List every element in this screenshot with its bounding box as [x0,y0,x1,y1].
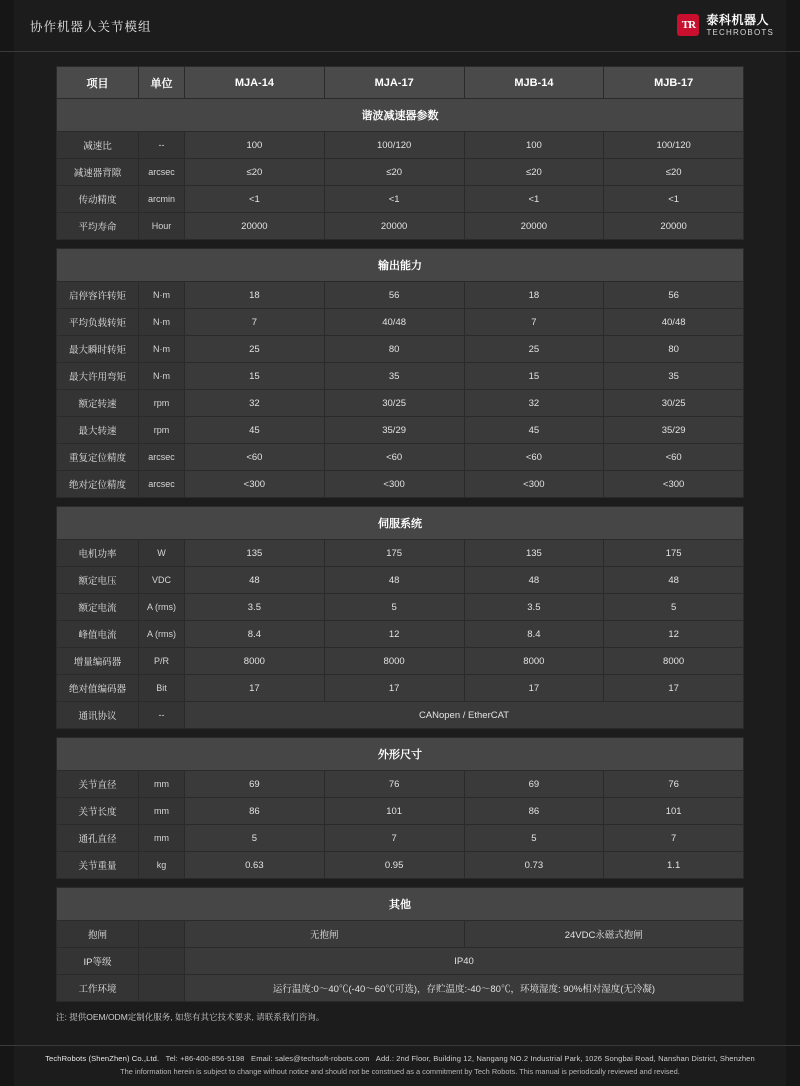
row-value: 0.95 [324,852,464,879]
row-label: 电机功率 [57,540,139,567]
row-value: 175 [604,540,744,567]
row-label: 峰值电流 [57,621,139,648]
row-unit: A (rms) [139,594,185,621]
row-label: 最大瞬时转矩 [57,336,139,363]
left-edge-rail [0,0,14,1086]
row-value: 7 [324,825,464,852]
row-unit: rpm [139,417,185,444]
row-value: 20000 [324,213,464,240]
row-value: <60 [604,444,744,471]
row-value: ≤20 [324,159,464,186]
row-value: <1 [324,186,464,213]
row-label: 通讯协议 [57,702,139,729]
row-value: 48 [324,567,464,594]
footer-email[interactable]: Email: sales@techsoft-robots.com [251,1054,370,1063]
row-value: 175 [324,540,464,567]
row-label: 关节重量 [57,852,139,879]
table-row [57,159,744,186]
row-unit: Hour [139,213,185,240]
table-row [57,471,744,498]
row-unit: arcmin [139,186,185,213]
table-header-row [57,67,744,99]
row-value: 5 [324,594,464,621]
row-value: 17 [464,675,604,702]
row-label: 启停容许转矩 [57,282,139,309]
row-value: 18 [185,282,325,309]
row-value: 100/120 [604,132,744,159]
row-value: 80 [604,336,744,363]
row-label: 平均负载转矩 [57,309,139,336]
row-label: 重复定位精度 [57,444,139,471]
row-value: 30/25 [324,390,464,417]
row-pair-value: 24VDC永磁式抱闸 [464,921,744,948]
row-value: <300 [185,471,325,498]
col-header-mja14: MJA-14 [185,67,325,99]
row-value: 5 [464,825,604,852]
table-row [57,363,744,390]
col-header-unit: 单位 [139,67,185,99]
row-value: 1.1 [604,852,744,879]
row-label: 抱闸 [57,921,139,948]
row-value: 8.4 [185,621,325,648]
table-row [57,540,744,567]
row-value: <60 [464,444,604,471]
brand-name-en: TECHROBOTS [706,27,774,37]
row-unit: A (rms) [139,621,185,648]
row-unit [139,975,185,1002]
row-value: 40/48 [324,309,464,336]
table-row [57,282,744,309]
row-value: 86 [464,798,604,825]
row-label: 绝对值编码器 [57,675,139,702]
spec-table-body [57,99,744,1002]
row-value: 7 [185,309,325,336]
col-header-mjb17: MJB-17 [604,67,744,99]
row-merged-value: IP40 [185,948,744,975]
right-edge-rail [786,0,800,1086]
row-value: 25 [464,336,604,363]
row-value: 100 [185,132,325,159]
spec-table-head [57,67,744,99]
section-title: 输出能力 [57,249,744,282]
row-value: 76 [324,771,464,798]
row-unit: kg [139,852,185,879]
table-section-header [57,507,744,540]
row-unit: W [139,540,185,567]
row-label: 最大许用弯矩 [57,363,139,390]
table-section-header [57,249,744,282]
row-value: 17 [324,675,464,702]
row-value: 40/48 [604,309,744,336]
spacer-cell [57,879,744,888]
row-label: 平均寿命 [57,213,139,240]
row-value: 25 [185,336,325,363]
row-unit: arcsec [139,444,185,471]
row-value: 15 [464,363,604,390]
row-label: 减速比 [57,132,139,159]
table-section-spacer [57,879,744,888]
row-value: 12 [604,621,744,648]
spec-table [56,66,744,1002]
spacer-cell [57,240,744,249]
row-value: 32 [464,390,604,417]
table-section-spacer [57,498,744,507]
logo-mark-icon: TR [677,14,699,36]
row-value: <60 [324,444,464,471]
row-value: 100 [464,132,604,159]
row-merged-value: CANopen / EtherCAT [185,702,744,729]
table-section-spacer [57,729,744,738]
row-label: 关节长度 [57,798,139,825]
table-row [57,309,744,336]
row-value: <1 [604,186,744,213]
row-value: <300 [464,471,604,498]
row-value: 7 [604,825,744,852]
table-row [57,675,744,702]
row-value: 35/29 [324,417,464,444]
row-value: 18 [464,282,604,309]
table-section-header [57,738,744,771]
table-row [57,648,744,675]
row-value: 100/120 [324,132,464,159]
row-value: <1 [185,186,325,213]
row-value: 8.4 [464,621,604,648]
table-row [57,444,744,471]
row-value: 7 [464,309,604,336]
row-value: 135 [185,540,325,567]
row-unit: N·m [139,336,185,363]
row-unit: N·m [139,363,185,390]
row-value: 48 [604,567,744,594]
table-row [57,621,744,648]
table-row [57,390,744,417]
row-label: 额定电流 [57,594,139,621]
table-section-spacer [57,240,744,249]
row-value: <300 [604,471,744,498]
row-value: 35 [324,363,464,390]
row-value: 3.5 [185,594,325,621]
row-value: ≤20 [185,159,325,186]
row-unit: arcsec [139,159,185,186]
row-value: 80 [324,336,464,363]
table-section-header [57,888,744,921]
row-value: 20000 [464,213,604,240]
table-row [57,921,744,948]
row-unit: arcsec [139,471,185,498]
row-unit: mm [139,798,185,825]
row-value: 48 [464,567,604,594]
row-value: 5 [185,825,325,852]
row-value: 76 [604,771,744,798]
section-title: 外形尺寸 [57,738,744,771]
row-unit: mm [139,825,185,852]
row-unit: -- [139,702,185,729]
row-value: 69 [464,771,604,798]
row-value: <60 [185,444,325,471]
col-header-item: 项目 [57,67,139,99]
table-row [57,825,744,852]
row-value: <300 [324,471,464,498]
row-label: 最大转速 [57,417,139,444]
footer-company: TechRobots (ShenZhen) Co.,Ltd. [45,1054,160,1063]
table-row [57,852,744,879]
footer-contact-line [20,1054,780,1063]
page-title: 协作机器人关节模组 [30,19,152,34]
brand-text [706,14,774,37]
row-value: 12 [324,621,464,648]
row-label: 增量编码器 [57,648,139,675]
row-pair-value: 无抱闸 [185,921,465,948]
row-value: 20000 [604,213,744,240]
page-header [0,0,800,52]
table-row [57,132,744,159]
row-value: 45 [185,417,325,444]
row-value: 15 [185,363,325,390]
row-value: 86 [185,798,325,825]
page-footer [0,1045,800,1086]
row-unit: P/R [139,648,185,675]
row-label: 传动精度 [57,186,139,213]
footer-disclaimer: The information herein is subject to change without notice and should not be construed as a commitment by Tech Robots. This manual is periodically reviewed and revised. [120,1067,680,1076]
row-unit: N·m [139,309,185,336]
brand-name-cn: 泰科机器人 [706,13,769,27]
row-label: 额定电压 [57,567,139,594]
row-value: 135 [464,540,604,567]
col-header-mjb14: MJB-14 [464,67,604,99]
row-value: 69 [185,771,325,798]
spacer-cell [57,498,744,507]
row-label: 绝对定位精度 [57,471,139,498]
row-value: 56 [324,282,464,309]
row-unit: N·m [139,282,185,309]
col-header-mja17: MJA-17 [324,67,464,99]
row-label: 通孔直径 [57,825,139,852]
row-value: 8000 [185,648,325,675]
footer-address: Add.: 2nd Floor, Building 12, Nangang NO.2 Industrial Park, 1026 Songbai Road, Nanshan District, Shenzhen [375,1054,755,1063]
row-value: 35/29 [604,417,744,444]
row-value: 48 [185,567,325,594]
row-unit: -- [139,132,185,159]
row-label: 关节直径 [57,771,139,798]
row-label: 工作环境 [57,975,139,1002]
row-unit: mm [139,771,185,798]
row-value: 101 [604,798,744,825]
row-value: <1 [464,186,604,213]
row-label: IP等级 [57,948,139,975]
table-row [57,771,744,798]
table-section-header [57,99,744,132]
table-row [57,336,744,363]
section-title: 其他 [57,888,744,921]
row-value: 56 [604,282,744,309]
table-row [57,975,744,1002]
section-title: 伺服系统 [57,507,744,540]
spec-table-wrap [0,52,800,1002]
brand-logo [677,14,774,37]
footer-tel: Tel: +86-400-856-5198 [165,1054,245,1063]
row-value: 5 [604,594,744,621]
row-value: 45 [464,417,604,444]
row-value: ≤20 [464,159,604,186]
table-row [57,798,744,825]
row-value: 8000 [464,648,604,675]
row-value: 17 [604,675,744,702]
row-value: 30/25 [604,390,744,417]
row-unit: Bit [139,675,185,702]
row-value: 32 [185,390,325,417]
row-value: ≤20 [604,159,744,186]
row-value: 3.5 [464,594,604,621]
row-value: 0.73 [464,852,604,879]
footnote: 注: 提供OEM/ODM定制化服务, 如您有其它技术要求, 请联系我们咨询。 [56,1012,325,1022]
table-row [57,948,744,975]
table-row [57,594,744,621]
table-row [57,213,744,240]
table-row [57,186,744,213]
row-value: 20000 [185,213,325,240]
row-label: 额定转速 [57,390,139,417]
table-row [57,567,744,594]
row-value: 101 [324,798,464,825]
row-value: 8000 [604,648,744,675]
row-value: 8000 [324,648,464,675]
row-value: 0.63 [185,852,325,879]
row-label: 减速器背隙 [57,159,139,186]
row-value: 17 [185,675,325,702]
table-row [57,417,744,444]
row-unit [139,948,185,975]
table-row [57,702,744,729]
section-title: 谐波减速器参数 [57,99,744,132]
row-merged-value: 运行温度:0～40℃(-40～60℃可选)，存贮温度:-40～80℃，环境湿度: 90%相对湿度(无冷凝) [185,975,744,1002]
row-unit: VDC [139,567,185,594]
row-unit: rpm [139,390,185,417]
row-unit [139,921,185,948]
row-value: 35 [604,363,744,390]
spacer-cell [57,729,744,738]
